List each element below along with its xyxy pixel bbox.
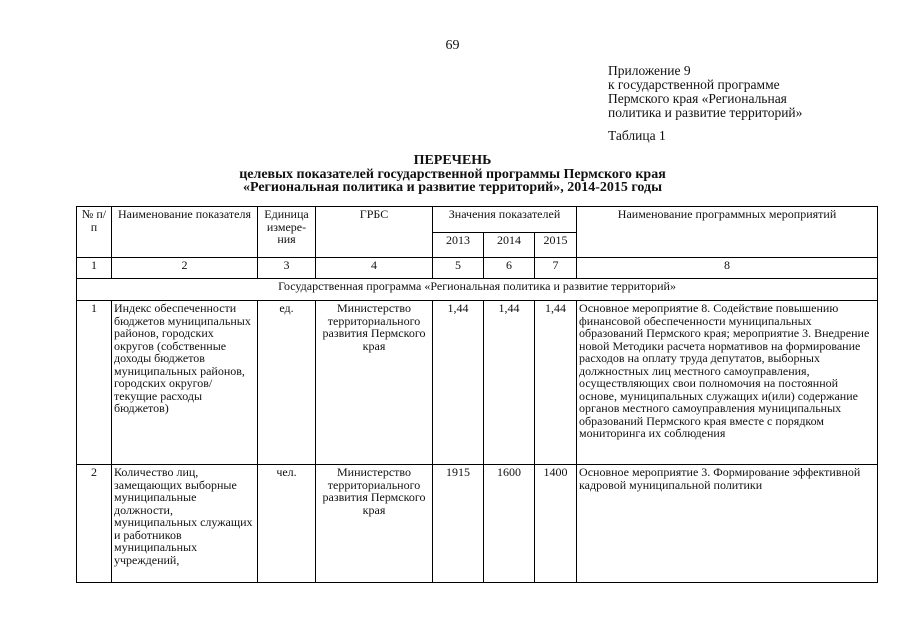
row-value-2014: 1,44 <box>484 301 535 465</box>
column-number: 1 <box>77 258 112 279</box>
indicators-table <box>76 206 878 583</box>
column-number: 3 <box>258 258 316 279</box>
row-value-2015: 1400 <box>535 465 577 583</box>
row-indicator-name: Индекс обеспеченности бюджетов муниципальных районов, городских округов (собственные доходы бюджетов муниципальных районов, городских округов/текущие расходы бюджетов) <box>112 301 258 465</box>
program-row: Государственная программа «Региональная политика и развитие территорий» <box>77 279 878 301</box>
appendix-line: к государственной программе <box>608 77 780 92</box>
table-row <box>77 465 878 583</box>
row-unit: ед. <box>258 301 316 465</box>
row-grbs: Министерство территориального развития Пермского края <box>316 301 433 465</box>
row-value-2014: 1600 <box>484 465 535 583</box>
row-num: 2 <box>77 465 112 583</box>
header-values: Значения показателей <box>433 207 577 233</box>
appendix-block <box>608 64 802 120</box>
header-grbs: ГРБС <box>316 207 433 258</box>
row-value-2013: 1,44 <box>433 301 484 465</box>
table-row <box>77 301 878 465</box>
column-number: 5 <box>433 258 484 279</box>
title-line-3: «Региональная политика и развитие территорий», 2014-2015 годы <box>242 180 663 195</box>
appendix-line: политика и развитие территорий» <box>608 105 803 120</box>
page-number: 69 <box>445 38 460 53</box>
column-number: 4 <box>316 258 433 279</box>
row-indicator-name: Количество лиц, замещающих выборные муниципальные должности, муниципальных служащих и работников муниципальных учреждений, <box>112 465 258 583</box>
column-number: 8 <box>577 258 878 279</box>
column-number: 7 <box>535 258 577 279</box>
header-unit: Единица измере-ния <box>258 207 316 258</box>
header-num: № п/п <box>77 207 112 258</box>
row-value-2013: 1915 <box>433 465 484 583</box>
row-grbs: Министерство территориального развития Пермского края <box>316 465 433 583</box>
header-name: Наименование показателя <box>112 207 258 258</box>
row-num: 1 <box>77 301 112 465</box>
header-measures: Наименование программных мероприятий <box>577 207 878 258</box>
row-value-2015: 1,44 <box>535 301 577 465</box>
table-label: Таблица 1 <box>608 128 666 143</box>
appendix-line: Пермского края «Региональная <box>608 91 787 106</box>
row-unit: чел. <box>258 465 316 583</box>
row-measures: Основное мероприятие 3. Формирование эффективной кадровой муниципальной политики <box>577 465 878 583</box>
header-year-2014: 2014 <box>484 233 535 258</box>
appendix-line: Приложение 9 <box>608 63 691 78</box>
document-title <box>0 154 905 195</box>
row-measures: Основное мероприятие 8. Содействие повышению финансовой обеспеченности муниципальных образований Пермского края; мероприятие 3. Внедрение новой Методики расчета нормативов на формирование расходов на оплату труда депутатов, выборных должностных лиц местного самоуправления, осуществляющих свои полномочия на постоянной основе, муниципальных служащих и(или) содержание органов местного самоуправления муниципальных образований Пермского края вместе с порядком мониторинга их соблюдения <box>577 301 878 465</box>
header-year-2015: 2015 <box>535 233 577 258</box>
title-line-2: целевых показателей государственной программы Пермского края <box>239 166 666 182</box>
header-year-2013: 2013 <box>433 233 484 258</box>
column-number: 6 <box>484 258 535 279</box>
title-line-1: ПЕРЕЧЕНЬ <box>413 153 492 168</box>
column-number: 2 <box>112 258 258 279</box>
